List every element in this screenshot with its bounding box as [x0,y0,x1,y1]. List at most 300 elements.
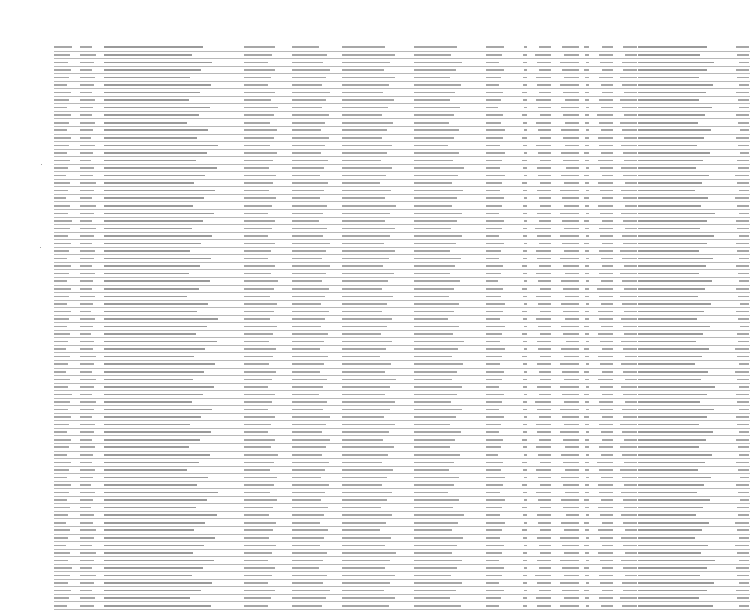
table-cell [552,360,580,368]
table-cell [486,587,518,595]
table-cell [614,285,638,293]
table-cell [414,164,486,172]
table-cell [244,398,292,406]
text-smudge [414,265,455,267]
text-smudge [638,462,705,464]
text-smudge [54,182,70,184]
table-cell [244,74,292,82]
text-smudge [736,484,749,486]
text-smudge [104,469,187,471]
text-smudge [536,318,551,320]
text-smudge [739,409,749,411]
table-cell [54,59,80,67]
text-smudge [486,205,502,207]
table-cell [342,527,414,535]
table-cell [244,421,292,429]
text-smudge [560,190,579,192]
table-cell [80,330,104,338]
text-smudge [523,552,528,554]
text-smudge [623,175,637,177]
text-smudge [537,213,551,215]
table-cell [590,262,614,270]
text-smudge [342,197,385,199]
text-smudge [244,296,270,298]
text-smudge [54,258,67,260]
table-cell [580,111,590,119]
table-cell [728,308,750,316]
text-smudge [736,69,749,71]
table-cell [614,443,638,451]
table-cell [54,489,80,497]
table-cell [614,489,638,497]
table-cell [728,572,750,580]
table-cell [54,564,80,572]
text-smudge [80,311,91,313]
table-cell [528,187,552,195]
text-smudge [342,484,382,486]
table-cell [528,602,552,610]
text-smudge [80,477,93,479]
text-smudge [244,363,269,365]
table-cell [614,255,638,263]
text-smudge [738,122,749,124]
table-cell [528,89,552,97]
text-smudge [104,107,210,109]
table-cell [292,564,342,572]
table-cell [244,142,292,150]
table-cell [342,504,414,512]
text-smudge [638,129,711,131]
text-smudge [244,288,274,290]
text-smudge [536,77,551,79]
table-cell [518,376,528,384]
table-cell [244,255,292,263]
text-smudge [540,182,551,184]
text-smudge [244,469,270,471]
table-cell [528,81,552,89]
text-smudge [80,469,95,471]
table-cell [342,134,414,142]
text-smudge [414,522,458,524]
table-cell [728,104,750,112]
text-smudge [342,582,390,584]
text-smudge [486,492,500,494]
table-cell [580,194,590,202]
table-cell [528,398,552,406]
table-cell [580,368,590,376]
text-smudge [738,341,749,343]
table-cell [638,481,728,489]
text-smudge [585,462,589,464]
table-cell [80,451,104,459]
table-cell [528,315,552,323]
text-smudge [524,152,527,154]
text-smudge [292,582,323,584]
text-smudge [244,477,277,479]
text-smudge [80,152,93,154]
text-smudge [623,499,637,501]
text-smudge [566,514,580,516]
text-smudge [523,605,527,607]
table-cell [518,557,528,565]
text-smudge [540,205,551,207]
table-cell [104,436,244,444]
text-smudge [80,107,93,109]
text-smudge [244,545,276,547]
text-smudge [342,152,387,154]
text-smudge [244,69,275,71]
table-cell [518,489,528,497]
text-smudge [342,167,392,169]
text-smudge [486,62,499,64]
text-smudge [244,228,272,230]
table-cell [486,519,518,527]
table-cell [528,368,552,376]
table-cell [638,232,728,240]
table-cell [80,345,104,353]
table-cell [342,300,414,308]
text-smudge [638,431,713,433]
text-smudge [342,273,394,275]
table-cell [638,210,728,218]
text-smudge [80,507,91,509]
text-smudge [565,446,579,448]
text-smudge [414,220,457,222]
table-cell [590,572,614,580]
table-cell [414,451,486,459]
text-smudge [584,545,589,547]
text-smudge [601,258,613,260]
table-cell [614,436,638,444]
table-cell [244,504,292,512]
table-cell [342,474,414,482]
table-cell [244,44,292,51]
text-smudge [80,129,93,131]
text-smudge [564,379,579,381]
text-smudge [104,311,197,313]
text-smudge [486,597,501,599]
table-cell [580,466,590,474]
table-row [54,104,750,112]
text-smudge [621,341,637,343]
text-smudge [523,228,527,230]
table-cell [552,81,580,89]
text-smudge [523,77,527,79]
table-cell [552,300,580,308]
table-cell [518,338,528,346]
table-cell [292,360,342,368]
text-smudge [585,507,589,509]
table-cell [292,549,342,557]
text-smudge [523,341,527,343]
text-smudge [414,575,451,577]
text-smudge [562,416,579,418]
text-smudge [625,575,637,577]
table-cell [614,413,638,421]
text-smudge [523,575,527,577]
text-smudge [599,99,613,101]
table-cell [104,194,244,202]
table-cell [728,564,750,572]
text-smudge [54,213,68,215]
table-cell [80,179,104,187]
text-smudge [414,46,457,48]
table-cell [518,240,528,248]
text-smudge [244,507,273,509]
text-smudge [54,356,70,358]
table-cell [414,474,486,482]
text-smudge [638,175,709,177]
text-smudge [414,145,448,147]
text-smudge [524,371,527,373]
table-cell [590,436,614,444]
text-smudge [486,326,505,328]
table-row [54,353,750,361]
text-smudge [80,401,96,403]
table-cell [552,210,580,218]
text-smudge [524,394,527,396]
text-smudge [523,492,527,494]
table-cell [244,489,292,497]
text-smudge [739,84,749,86]
table-cell [486,338,518,346]
text-smudge [104,92,200,94]
text-smudge [54,507,70,509]
table-cell [486,315,518,323]
table-cell [486,579,518,587]
table-cell [80,217,104,225]
table-cell [518,459,528,467]
text-smudge [740,499,749,501]
table-cell [728,96,750,104]
text-smudge [244,197,276,199]
table-cell [414,534,486,542]
text-smudge [584,416,589,418]
table-cell [528,587,552,595]
table-cell [486,451,518,459]
table-cell [638,51,728,59]
table-cell [486,293,518,301]
table-cell [292,443,342,451]
table-cell [80,527,104,535]
text-smudge [104,522,205,524]
text-smudge [600,235,613,237]
text-smudge [540,137,551,139]
table-row [54,383,750,391]
table-cell [590,179,614,187]
table-cell [552,383,580,391]
table-cell [614,66,638,74]
text-smudge [104,190,215,192]
table-cell [728,270,750,278]
text-smudge [523,190,527,192]
table-cell [528,511,552,519]
table-cell [728,127,750,135]
text-smudge [54,590,71,592]
table-cell [54,360,80,368]
table-row [54,542,750,550]
text-smudge [80,205,96,207]
table-cell [414,285,486,293]
table-cell [528,391,552,399]
text-smudge [523,582,527,584]
text-smudge [622,280,637,282]
table-cell [414,59,486,67]
table-cell [414,270,486,278]
table-cell [590,602,614,610]
text-smudge [342,228,395,230]
text-smudge [739,190,750,192]
text-smudge [563,333,579,335]
text-smudge [486,333,502,335]
text-smudge [522,356,527,358]
text-smudge [623,371,637,373]
text-smudge [486,363,500,365]
table-cell [614,59,638,67]
text-smudge [292,477,321,479]
table-cell [342,345,414,353]
table-cell [728,285,750,293]
table-cell [104,360,244,368]
text-smudge [540,484,551,486]
text-smudge [585,228,589,230]
table-cell [590,172,614,180]
table-cell [244,496,292,504]
text-smudge [621,318,637,320]
text-smudge [244,605,268,607]
table-cell [486,262,518,270]
text-smudge [54,145,69,147]
table-cell [54,164,80,172]
text-smudge [564,552,579,554]
text-smudge [524,326,527,328]
table-cell [590,527,614,535]
table-cell [528,277,552,285]
table-cell [244,240,292,248]
table-cell [292,89,342,97]
text-smudge [586,107,589,109]
table-cell [342,376,414,384]
table-cell [728,89,750,97]
text-smudge [486,167,500,169]
text-smudge [244,303,277,305]
text-smudge [585,597,589,599]
table-cell [614,308,638,316]
text-smudge [599,469,613,471]
table-cell [342,96,414,104]
table-cell [614,232,638,240]
text-smudge [585,311,589,313]
text-smudge [638,99,699,101]
table-cell [292,496,342,504]
table-cell [614,602,638,610]
table-cell [292,127,342,135]
text-smudge [104,129,208,131]
text-smudge [524,220,527,222]
table-cell [552,134,580,142]
table-cell [518,164,528,172]
text-smudge [602,69,613,71]
table-cell [244,436,292,444]
table-cell [80,247,104,255]
text-smudge [292,462,329,464]
text-smudge [739,363,750,365]
text-smudge [585,575,589,577]
text-smudge [244,167,269,169]
table-cell [614,127,638,135]
text-smudge [538,348,551,350]
text-smudge [522,439,527,441]
text-smudge [486,273,501,275]
text-smudge [602,348,614,350]
text-smudge [584,152,589,154]
table-cell [614,557,638,565]
table-cell [54,330,80,338]
text-smudge [342,401,395,403]
text-smudge [80,145,95,147]
text-smudge [414,122,449,124]
text-smudge [585,99,589,101]
text-smudge [342,522,386,524]
table-cell [638,376,728,384]
table-cell [244,187,292,195]
text-smudge [535,401,551,403]
text-smudge [54,303,67,305]
table-cell [54,534,80,542]
table-cell [244,111,292,119]
table-cell [728,157,750,165]
table-cell [414,519,486,527]
table-cell [528,504,552,512]
table-cell [580,96,590,104]
text-smudge [523,167,527,169]
text-smudge [524,69,527,71]
text-smudge [522,182,527,184]
table-cell [244,428,292,436]
table-row [54,466,750,474]
text-smudge [342,99,394,101]
table-cell [292,527,342,535]
text-smudge [54,62,68,64]
text-smudge [564,205,579,207]
text-smudge [80,341,94,343]
table-cell [728,436,750,444]
table-row [54,202,750,210]
table-cell [244,232,292,240]
text-smudge [624,462,637,464]
text-smudge [486,507,502,509]
text-smudge [292,371,320,373]
table-cell [614,564,638,572]
text-smudge [585,401,589,403]
table-cell [486,564,518,572]
text-smudge [414,235,462,237]
text-smudge [292,318,325,320]
text-smudge [638,492,697,494]
text-smudge [104,552,193,554]
table-cell [486,172,518,180]
table-cell [244,443,292,451]
text-smudge [414,545,457,547]
table-cell [104,451,244,459]
table-cell [614,202,638,210]
text-smudge [104,597,190,599]
table-cell [728,474,750,482]
table-cell [552,504,580,512]
table-cell [104,564,244,572]
text-smudge [563,439,579,441]
text-smudge [414,507,453,509]
